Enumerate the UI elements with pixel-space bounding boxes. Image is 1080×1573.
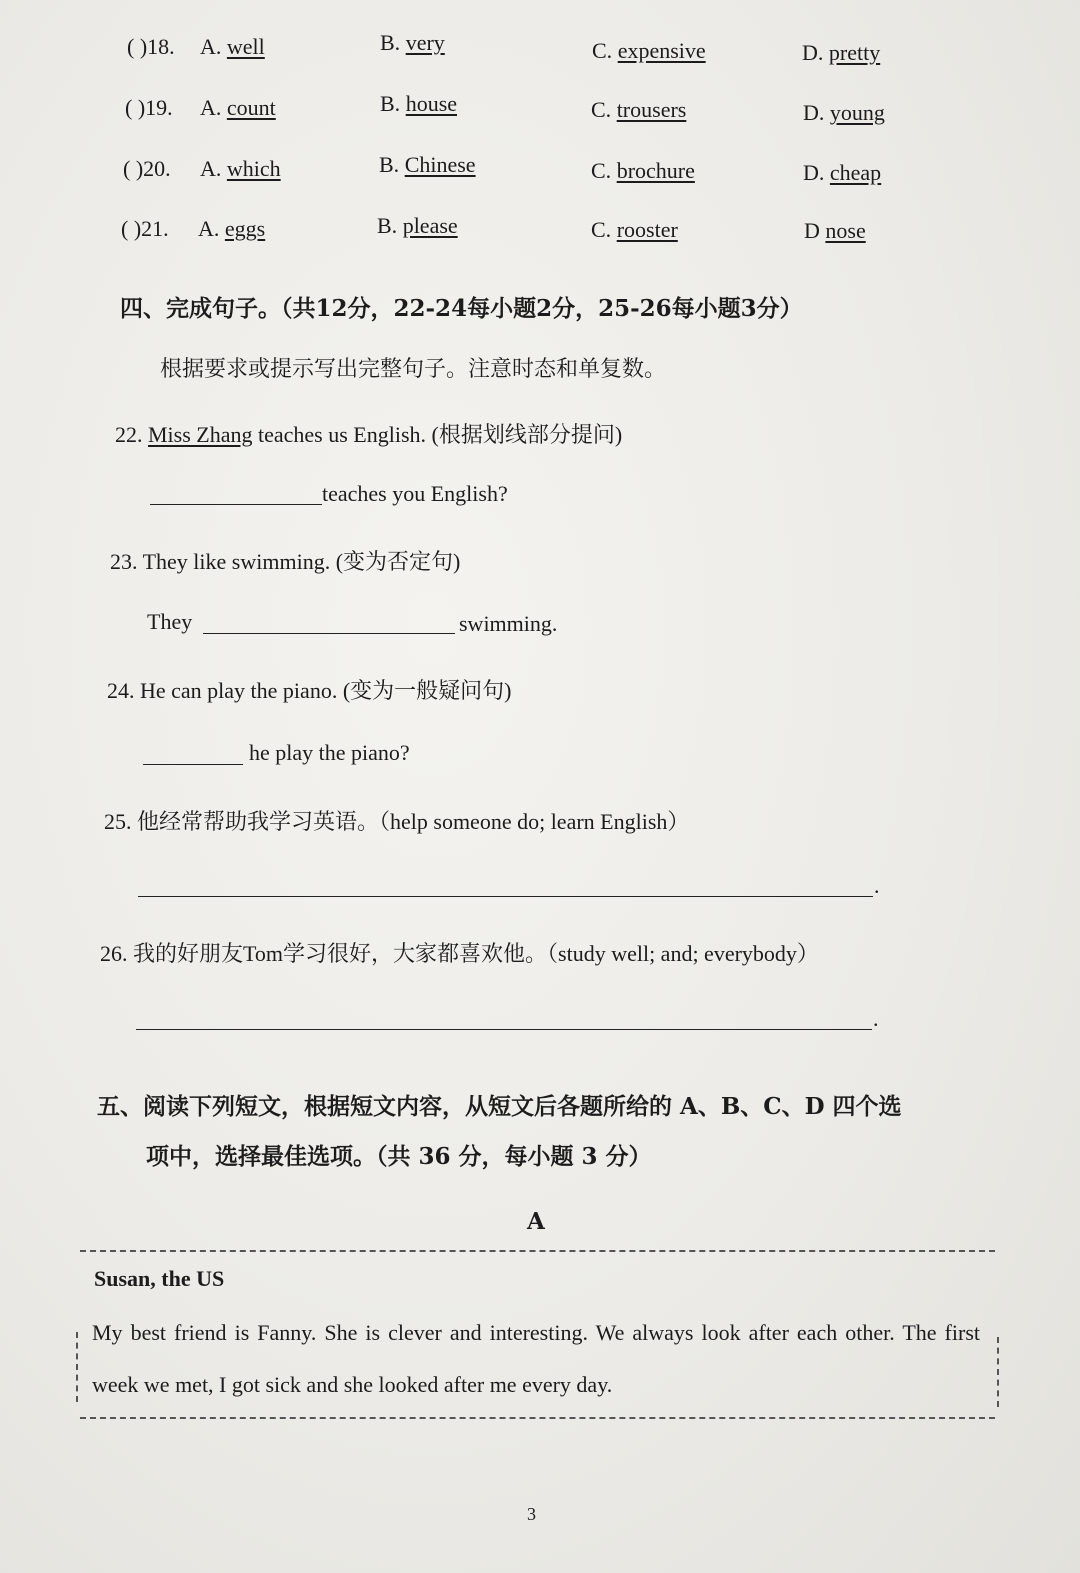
- option-word: house: [405, 91, 458, 116]
- dashed-border-left: [76, 1332, 78, 1402]
- question-number: ( )20.: [123, 156, 171, 181]
- question-26: 26. 我的好朋友Tom学习很好，大家都喜欢他。（study well; and; everybody）: [100, 941, 819, 966]
- option-b: B. Chinese: [379, 152, 476, 177]
- option-word: pretty: [828, 40, 881, 65]
- option-word: trousers: [616, 97, 687, 122]
- question-24: 24. He can play the piano. (变为一般疑问句): [107, 678, 512, 703]
- section-5-title-cont: 项中，选择最佳选项。（共 36 分，每小题 3 分）: [146, 1143, 652, 1170]
- passage-label: A: [527, 1208, 545, 1235]
- option-d: D. pretty: [802, 40, 881, 65]
- question-number: ( )19.: [125, 95, 173, 120]
- option-word: brochure: [616, 158, 695, 183]
- option-d: D. cheap: [803, 160, 882, 185]
- option-c: C. brochure: [591, 158, 695, 183]
- answer-22-tail: teaches you English?: [322, 481, 508, 506]
- option-word: expensive: [617, 38, 706, 63]
- option-a: A. eggs: [198, 216, 266, 241]
- section-4-title: 四、完成句子。（共12分，22-24每小题2分，25-26每小题3分）: [120, 295, 803, 322]
- option-b: B. very: [380, 30, 445, 55]
- answer-blank[interactable]: [203, 633, 455, 634]
- option-word: nose: [825, 218, 866, 243]
- option-d: D nose: [804, 218, 866, 243]
- question-number: ( )18.: [127, 34, 175, 59]
- question-22: 22. Miss Zhang teaches us English. (根据划线部分提问): [115, 422, 623, 447]
- option-b: B. house: [380, 91, 458, 116]
- section-4-instruction: 根据要求或提示写出完整句子。注意时态和单复数。: [160, 357, 667, 382]
- option-c: C. expensive: [592, 38, 706, 63]
- answer-24-tail: he play the piano?: [249, 740, 410, 765]
- passage-text: My best friend is Fanny. She is clever and interesting. We always look after each other. The first week we met, I got sick and she looked after me every day.: [92, 1320, 980, 1397]
- option-c: C. trousers: [591, 97, 687, 122]
- question-25: 25. 他经常帮助我学习英语。（help someone do; learn English）: [104, 809, 690, 834]
- period: .: [873, 1006, 879, 1031]
- underlined-phrase: Miss Zhang: [148, 422, 253, 447]
- option-b: B. please: [377, 213, 458, 238]
- option-word: please: [402, 213, 458, 238]
- passage-author: Susan, the US: [94, 1266, 225, 1291]
- period: .: [874, 873, 880, 898]
- dashed-border-right: [997, 1337, 999, 1407]
- option-word: very: [405, 30, 445, 55]
- option-word: eggs: [224, 216, 266, 241]
- option-a: A. count: [200, 95, 276, 120]
- option-d: D. young: [803, 100, 885, 125]
- option-c: C. rooster: [591, 217, 678, 242]
- option-word: well: [226, 34, 265, 59]
- option-word: count: [226, 95, 276, 120]
- answer-blank[interactable]: [150, 504, 322, 505]
- option-word: cheap: [829, 160, 882, 185]
- question-number: ( )21.: [121, 216, 169, 241]
- option-word: which: [226, 156, 281, 181]
- answer-23-head: They: [147, 609, 193, 634]
- option-word: young: [829, 100, 885, 125]
- option-word: rooster: [616, 217, 678, 242]
- option-a: A. which: [200, 156, 281, 181]
- answer-blank[interactable]: [136, 1029, 872, 1030]
- option-a: A. well: [200, 34, 265, 59]
- page-number: 3: [527, 1504, 536, 1524]
- section-5-title: 五、阅读下列短文，根据短文内容，从短文后各题所给的 A、B、C、D 四个选: [97, 1093, 902, 1120]
- answer-23-tail: swimming.: [459, 611, 558, 636]
- answer-blank[interactable]: [143, 764, 243, 765]
- question-23: 23. They like swimming. (变为否定句): [110, 549, 461, 574]
- option-word: Chinese: [404, 152, 476, 177]
- answer-blank[interactable]: [138, 896, 873, 897]
